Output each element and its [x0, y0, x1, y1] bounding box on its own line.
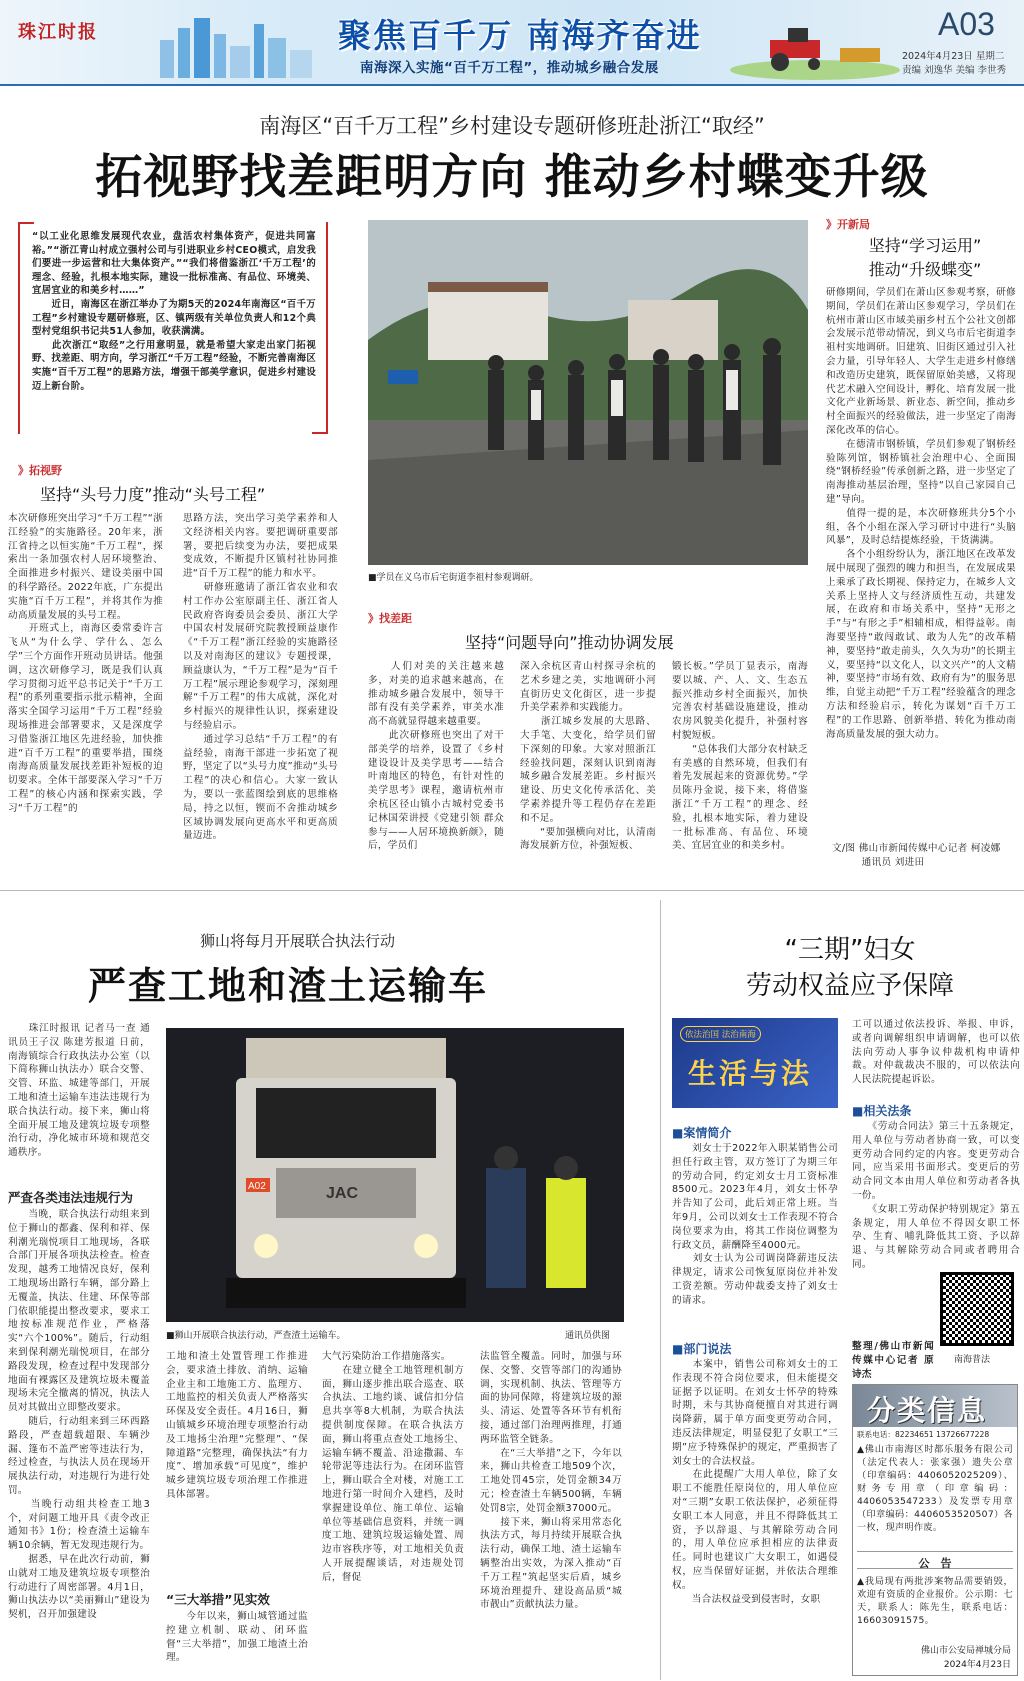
section1-title: 坚持“头号力度”推动“头号工程” [40, 485, 266, 504]
case-title: ■案情简介 [672, 1126, 732, 1140]
article2-subhead2: “三大举措”见实效 [166, 1592, 270, 1607]
classifieds-phone: 联系电话：82234651 13726677228 [857, 1430, 990, 1439]
banner-title: 聚焦百千万 南海齐奋进 [338, 16, 702, 55]
column-logo-box [672, 1018, 838, 1108]
article2-lead: 珠江时报讯 记者马一查 通讯员王子汉 陈建芳报道 日前，南海镇综合行政执法办公室（以下简称狮山执法办）联合交警、交管、环监、城建等部门，开展工地和渣土运输车违法违规行为联合执法行动。接下来，狮山将全面开展工地及建筑垃圾专项整治行动，净化城市环境和规范交通秩序。 [8, 1023, 150, 1159]
editor-credits: 责编 刘逸华 美编 李世秀 [902, 65, 1007, 76]
skyline-illustration [150, 10, 320, 80]
classifieds-box [852, 1384, 1018, 1676]
article2-col-c: 法监管全覆盖。同时，加强与环保、交警、交管等部门的沟通协调，实现机制、执法、管理等方面的协同保障，将建筑垃圾的源头、清运、处置等各环节有机衔接，通过部门治理两推理，打通两环监管全链条。 在“三大举措”之下，今年以来，狮山共检查工地509个次，工地处罚45宗，处罚金额34万元；检查渣土车辆500辆，车辆处罚8宗，处罚金额37000元。 接下来，狮山将采用常态化执法方式，每月持续开展联合执法行动，确保工地、渣土运输车辆整治出实效，为深入推动“百千万工程”筑起坚实后盾，城乡环境治理提升、建设高品质“城市靓山”贡献执法力量。 [480, 1351, 622, 1611]
issue-date: 2024年4月23日 星期二 [902, 51, 1005, 62]
truck-photo-credit: 通讯员供图 [565, 1331, 611, 1341]
article3-byline: 整理/佛山市新闻传媒中心记者 原诗杰 [852, 1341, 934, 1380]
truck-brand: JAC [326, 1185, 359, 1202]
article1-kicker: 南海区“百千万工程”乡村建设专题研修班赴浙江“取经” [259, 114, 765, 138]
section2-col1: 人们对美的关注越来越多，对美的追求越来越高，在推动城乡融合发展中，领导干部有没有美学素养，审美水准高不高就显得越来越重要。 此次研修班也突出了对干部美学的培养，设置了《乡村建设设计及美学思考——结合叶南地区的特色，有针对性的美学思考》课程，邀请杭州市余杭区径山镇小古城村党委书记林国荣讲授《党建引领 群众参与——人居环境换新颜》，随后，学员们 [368, 661, 504, 852]
section2-tag: 》找差距 [368, 612, 412, 625]
tractor-illustration [730, 18, 900, 80]
section1-tag: 》拓视野 [18, 464, 62, 477]
section3-byline: 文/图 佛山市新闻传媒中心记者 柯凌娜 通讯员 刘进田 [832, 843, 1001, 868]
lead-box [18, 222, 328, 434]
dept-text: 本案中，销售公司称刘女士的工作表现不符合岗位要求，但未能提交证据予以证明。在刘女士怀孕的特殊时期，未与其协商便擅自对其进行调岗降薪，属于单方面变更劳动合同，违反法律规定，明显侵犯了女职工“三期”应予特殊保护的规定，严重损害了刘女士的合法权益。 在此提醒广大用人单位，除了女职工不能胜任原岗位的，用人单位应对“三期”女职工依法保护，必须征得女职工本人同意，并且不得降低其工资，予以辞退、与其解除劳动合同的，用人单位应承担相应的法律责任。同时也建议广大女职工，如遇侵权，应当保留好证据，并依法合理维权。 当合法权益受到侵害时，女职 [672, 1359, 838, 1605]
notice-text: ▲我局现有两批涉案物品需要销毁，欢迎有资质的企业报价。公示期：七天，联系人：陈先生，联系电话：16603091575。 [857, 1576, 1013, 1626]
dept-title: ■部门说法 [672, 1342, 732, 1356]
article2-col-b: 大气污染防治工作措施落实。 在建立健全工地管理机制方面，狮山逐步推出联合巡查、联合执法、工地约谈、诚信扣分信息共享等8大机制，为联合执法提供制度保障。在联合执法方面，狮山将重点查处工地扬尘、运输车辆不覆盖、沿途撒漏、车轮带泥等违法行为。在闭环监管上，狮山联合全对楼，对施工工地进行第一时间介入建档，及时掌握建设单位、施工单位、运输单位等基础信息资料，并统一调度工地、建筑垃圾运输处置、周边市容秩序等，对工地相关负责人开展提醒谈话，对违规处罚后，督促 [322, 1351, 464, 1583]
section1-col2: 思路方法，突出学习美学素养和人文经济相关内容。要把调研重要部署，要把后续变为办法，要把成果变成效，不断提升区镇村社协同推进“百千万工程”的能力和水平。 研修班邀请了浙江省农业和农村工作办公室原副主任、浙江省人民政府咨询委员会委员、浙江大学中国农村发展研究院教授顾益康作《“千万工程”浙江经验的实施路径以及对南海区的建议》专题授课，顾益康认为，“千万工程”是为“百千万工程”展示理论参观学习，深刻理解“千万工程”的伟大成就，深化对乡村振兴的规律性认识，探索建设与经验启示。 通过学习总结“千万工程”的有益经验，南海干部进一步拓宽了视野，坚定了以“头号力度”推动“头号工程”的决心和信心。大家一致认为，要以一张蓝图绘到底的思维格局，持之以恒，锲而不舍推动城乡区域协调发展向更高水平和更高质量迈进。 [183, 513, 338, 842]
section3-tag: 》开新局 [826, 218, 870, 231]
qr-caption: 南海普法 [954, 1355, 991, 1365]
column-divider [660, 900, 661, 1680]
section2-title: 坚持“问题导向”推动协调发展 [465, 633, 674, 652]
law-title: ■相关法条 [852, 1104, 912, 1118]
article2-subhead1: 严查各类违法违规行为 [8, 1190, 134, 1205]
article3-headline: “三期”妇女 劳动权益应予保障 [745, 935, 954, 1001]
section-divider [0, 890, 1024, 891]
truck-photo-caption: ■狮山开展联合执法行动，严查渣土运输车。 [166, 1331, 346, 1341]
article2-kicker: 狮山将每月开展联合执法行动 [200, 932, 396, 950]
section3-text: 研修期间，学员们在萧山区参观考察，研修期间，学员们在萧山区参观学习，学员们在杭州市萧山区市域美丽乡村五个公社文创都会发展示范带动情况，到义乌市后宅街道李祖村实地调研。旧建筑、旧街区通过引入社会力量，引导年轻人、大学生走进乡村修缮和改造历史建筑，既保留原始美感，又将现代艺术融入空间设计，孵化、培育发展一批文化产业新场景、新业态、新空间，推动乡村全面振兴的经验做法，进一步坚定了南海深化改革的信心。 在德清市钢桥镇，学员们参观了钢桥经验陈列馆，钢桥镇社会治理中心、全面围绕“钢桥经验”传承创新之路，进一步坚定了南海推动基层治理，坚持“以自己家园自己建”导向。 值得一提的是，本次研修班共分5个小组，各个小组在深入学习研讨中进行“头脑风暴”，及时总结提炼经验，干货满满。 各个小组纷纷认为，浙江地区在改革发展中展现了强烈的魄力和担当，在发展成果上乘承了政长期视、保持定力，在城乡人文关系上坚持人文与经济质性互动，共建发展，在政府和市场关系中，坚持“无形之手”与“有形之手”相辅相成，相得益彰。南海要坚持“敢闯敢试、敢为人先”的改革精神，要坚持“敢走前头，久久为功”的长期主义，要坚持“以文化人，以文兴产”的人文精神，要坚持“市场有效、政府有为”的服务思维，自觉主动把“千万工程”经验蕴含的理念方法和经验启示，转化为谋划“百千万工程”的工作思路、创新举措、转化为推动南海高质量发展的强大动力。 [826, 287, 1016, 740]
article2-left-col: 当晚，联合执法行动组来到位于狮山的都鑫、保利和祥、保利潮光瑞悦项目工地现场，各联合部门开展各项执法检查。检查发现，越秀工地情况良好，保利工地现场出路行车辆，部分路上无覆盖，执法、住建、环保等部门依职能提出整改要求，要求工地按标准规范作业，严格落实“六个100%”。随后，行动组来到保利潮光瑞悦项目，在部分路段发现，检查过程中发现部分地面有裸露区及建筑垃圾未覆盖现场未完全撤离的情况，执法人员对其做出立即整改要求。 随后，行动组来到三环西路路段，严查超载超限、车辆沙漏、篷布不盖严密等违法行为，经过检查，与执法人员在现场开展执法行动，对违规行为进行处罚。 当晚行动组共检查工地3个，对问题工地开具《责令改正通知书》1份；检查渣土运输车辆10余辆，暂无发现违规行为。 据悉，早在此次行动前，狮山就对工地及建筑垃圾专项整治行动进行了周密部署。4月1日，狮山执法办以“美丽狮山”建设为契机，召开加强建设 [8, 1209, 150, 1621]
column-logo-top: 依法治国 法治南海 [680, 1026, 761, 1042]
case-text: 刘女士于2022年入职某销售公司担任行政主管，双方签订了为期三年的劳动合同，约定刘女士月工资标准8500元。2023年4月，刘女士怀孕并告知了公司，此后刘正常上班。当年9月，公司以刘女士工作表现不符合岗位要求为由，将其工作岗位调整为行政文员，薪酬降至4000元。 刘女士认为公司调岗降薪违反法律规定，请求公司恢复原岗位并补发工资差额。劳动仲裁委支持了刘女士的请求。 [672, 1143, 838, 1306]
article2-col-a2: 今年以来，狮山城管通过监控建立机制、联动、闭环监督“三大举措”，加强工地渣土治理。 [166, 1611, 308, 1664]
section3-title: 坚持“学习运用” 推动“升级蝶变” [868, 236, 982, 279]
page-number: A03 [938, 6, 995, 42]
notice-date: 2024年4月23日 [943, 1660, 1011, 1670]
classifieds-header: 分类信息 [867, 1394, 988, 1427]
qr-code [940, 1272, 1014, 1346]
main-photo-caption: ■学员在义乌市后宅街道李祖村参观调研。 [368, 573, 539, 583]
article2-headline: 严查工地和渣土运输车 [88, 964, 489, 1008]
section2-col3: 锻长板。”学员丁显表示，南海要以城、产、人、文、生态五振兴推动乡村全面振兴，加快完善农村基础设施建设，推动农房风貌美化提升，补强村容村貌短板。 “总体我们大部分农村缺乏有美感的自然环境，但我们有着先发展起来的资源优势。”学员陈丹金说，接下来，将借鉴浙江“千万工程”的理念、经验，扎根本地实际，着力建设一批标准高、有品位、环境美、宜居宜业的和美乡村。 [672, 661, 808, 852]
classifieds-item1: ▲佛山市南海区时都乐服务有限公司（法定代表人：张家强）遗失公章（印章编码：4406052025209）、财务专用章（印章编码：4406053547233）及发票专用章（印章编码：4406053520507）各一枚，现声明作废。 [857, 1444, 1013, 1533]
article1-headline: 拓视野找差距明方向 推动乡村蝶变升级 [95, 150, 929, 205]
column-logo: 生活与法 [688, 1057, 813, 1090]
article2-col-a: 工地和渣土处置管理工作推进会，要求渣土排放、消纳、运输企业主和工地施工方、监理方、工地监控的相关负责人严格落实环保及安全责任。4月16日，狮山镇城乡环境治理专项整治行动及工地扬尘治理“完整理”、“保障道路”完整理，确保执法“有力度”、增加承载“可见度”，维护城乡建筑垃圾专项治理工作推进具体部署。 [166, 1351, 308, 1500]
notice-title: 公 告 [918, 1557, 952, 1570]
right-column-text: 工可以通过依法投诉、举报、申诉，或者向调解组织申请调解，也可以依法向劳动人事争议仲裁机构申请仲裁。对仲裁裁决不服的，可以依法向人民法院提起诉讼。 [852, 1019, 1020, 1086]
section2-col2: 深入余杭区青山村探寻余杭的艺术乡建之美，实地调研小河直街历史文化街区，进一步提升美学素养和实践能力。 浙江城乡发展的大思路、大手笔、大变化，给学员们留下深刻的印象。大家对照浙江经验找问题，深刻认识到南海城乡融合发展差距。乡村振兴建设、历史文化传承活化、美学素养提升等工程仍存在差距和不足。 “要加强横向对比，认清南海发展新方位，补强短板、 [520, 661, 656, 852]
banner-subtitle: 南海深入实施“百千万工程”，推动城乡融合发展 [360, 60, 659, 76]
notice-signer: 佛山市公安局禅城分局 [920, 1646, 1011, 1656]
truck-plate: A02 [248, 1181, 266, 1192]
section1-col1: 本次研修班突出学习“千万工程”“浙江经验”的实施路径。20年来，浙江省持之以恒实施“千万工程”，探索出一条加强农村人居环境整治、全面推进乡村振兴、建设美丽中国的科学路径。2022年底，广东提出实施“百千万工程”，并将其作为推动高质量发展的头号工程。 开班式上，南海区委常委许言飞从“为什么学、学什么、怎么学”三个方面作开班动员讲话。他强调，这次研修学习，既是我们认真学习贯彻习近平总书记关于“千万工程”的系列重要指示批示精神，全面落实全国学习运用“千万工程”经验现场推进会部署要求，又是深度学习借鉴浙江地区先进经验，加快推进“百千万工程”的重要举措，围绕南海高质量发展找差距补短板的迫切要求。全体干部要深入学习“千万工程”的核心内涵和探索实践，学习“千万工程”的 [8, 513, 163, 814]
paper-logo: 珠江时报 [18, 22, 98, 43]
notice-title-bar [857, 1551, 1013, 1569]
main-photo [368, 220, 808, 565]
truck-photo [166, 1028, 624, 1322]
masthead-banner [0, 0, 1024, 86]
lead-text: “以工业化思维发展现代农业，盘活农村集体资产，促进共同富裕。”“浙江青山村成立强村公司与引进职业乡村CEO模式，启发我们要进一步运营和壮大集体资产。”“我们将借鉴浙江‘千万工程’的理念、经验，扎根本地实际，建设一批标准高、有品位、环境美、宜居宜业的和美乡村……” 近日，南海区在浙江举办了为期5天的2024年南海区“百千万工程”乡村建设专题研修班，区、镇两级有关单位负责人和12个典型村党组织书记共51人参加，收获满满。 此次浙江“取经”之行用意明显，就是希望大家走出家门拓视野、找差距、明方向，学习浙江“千万工程”经验，不断完善南海区实施“百千万工程”的思路方法，增强干部美学意识，促进乡村建设迈上新台阶。 [32, 231, 316, 392]
law-text: 《劳动合同法》第三十五条规定，用人单位与劳动者协商一致，可以变更劳动合同约定的内容。变更劳动合同，应当采用书面形式。变更后的劳动合同文本由用人单位和劳动者各执一份。 《女职工劳动保护特别规定》第五条规定，用人单位不得因女职工怀孕、生育、哺乳降低其工资、予以辞退、与其解除劳动合同或者聘用合同。 [852, 1121, 1020, 1270]
